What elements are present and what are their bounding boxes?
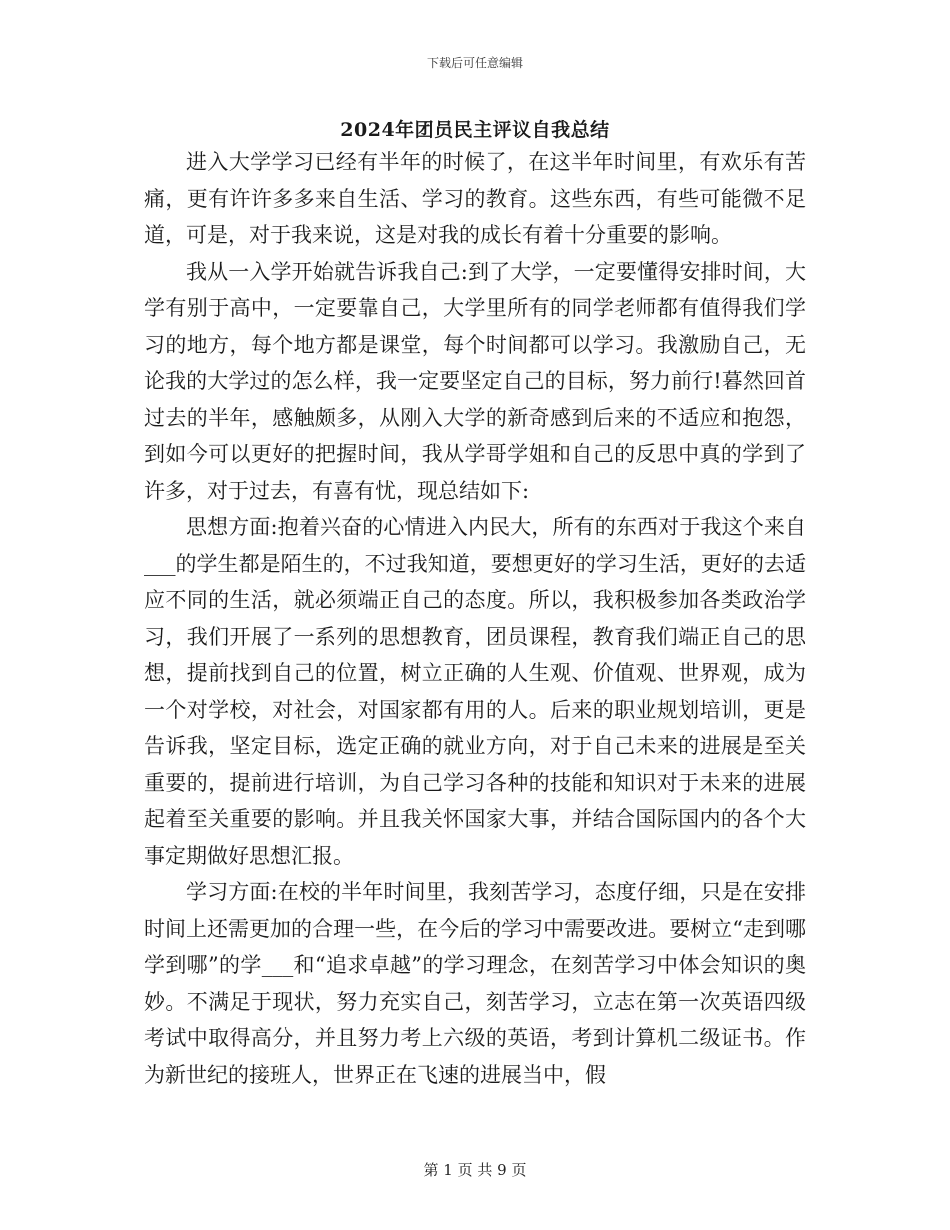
paragraph-ideology: 思想方面:抱着兴奋的心情进入内民大，所有的东西对于我这个来自___的学生都是陌生的，不过我知道，要想更好的学习生活，更好的去适应不同的生活，就必须端正自己的态度。所以，我积极参加各类政治学习，我们开展了一系列的思想教育，团员课程，教育我们端正自己的思想，提前找到自己的位置，树立正确的人生观、价值观、世界观，成为一个对学校，对社会，对国家都有用的人。后来的职业规划培训，更是告诉我，坚定目标，选定正确的就业方向，对于自己未来的进展是至关重要的，提前进行培训，为自己学习各种的技能和知识对于未来的进展起着至关重要的影响。并且我关怀国家大事，并结合国际国内的各个大事定期做好思想汇报。 — [144, 515, 806, 868]
paragraph-study: 学习方面:在校的半年时间里，我刻苦学习，态度仔细，只是在安排时间上还需更加的合理一些，在今后的学习中需要改进。要树立“走到哪学到哪”的学___和“追求卓越”的学习理念，在刻苦学习中体会知识的奥妙。不满足于现状，努力充实自己，刻苦学习，立志在第一次英语四级考试中取得高分，并且努力考上六级的英语，考到计算机二级证书。作为新世纪的接班人，世界正在飞速的进展当中，假 — [144, 880, 806, 1087]
paragraph-intro: 进入大学学习已经有半年的时候了，在这半年时间里，有欢乐有苦痛，更有许许多多来自生活、学习的教育。这些东西，有些可能微不足道，可是，对于我来说，这是对我的成长有着十分重要的影响。 — [144, 150, 806, 247]
paragraph-self-motivation: 我从一入学开始就告诉我自己:到了大学，一定要懂得安排时间，大学有别于高中，一定要靠自己，大学里所有的同学老师都有值得我们学习的地方，每个地方都是课堂，每个时间都可以学习。我激励自己，无论我的大学过的怎么样，我一定要坚定自己的目标，努力前行!暮然回首过去的半年，感触颇多，从刚入大学的新奇感到后来的不适应和抱怨，到如今可以更好的把握时间，我从学哥学姐和自己的反思中真的学到了许多，对于过去，有喜有忧，现总结如下: — [144, 259, 806, 503]
document-title: 2024年团员民主评议自我总结 — [340, 119, 610, 141]
page-number: 第 1 页 共 9 页 — [423, 1161, 527, 1179]
header-note: 下载后可任意编辑 — [426, 56, 523, 70]
document-body — [144, 144, 806, 1093]
